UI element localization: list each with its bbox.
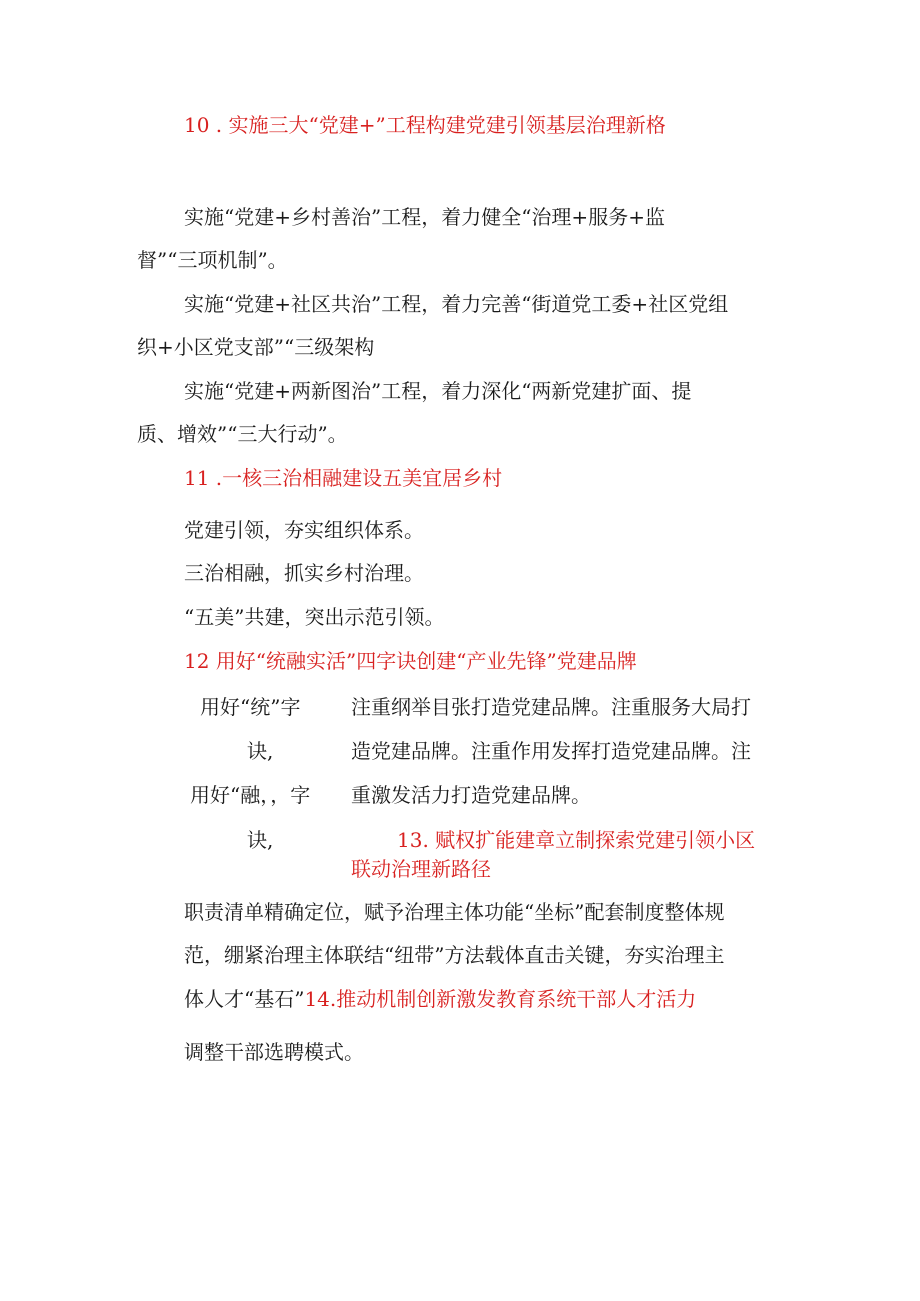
table-cell-right: 注重纲举目张打造党建品牌。注重服务大局打 [351, 695, 751, 719]
section-heading-12: 12 用好“统融实活”四字诀创建“产业先锋”党建品牌 [184, 649, 637, 673]
paragraph-text: 职责清单精确定位，赋予治理主体功能“坐标”配套制度整体规 [184, 900, 725, 924]
section-heading-11: 11 .一核三治相融建设五美宜居乡村 [184, 466, 503, 490]
paragraph-text: 织+小区党支部”“三级架构 [137, 335, 375, 359]
paragraph-text: 实施“党建+两新图治”工程，着力深化“两新党建扩面、提 [184, 379, 692, 403]
paragraph-text: 实施“党建+乡村善治”工程，着力健全“治理+服务+监 [184, 205, 665, 229]
list-item: 党建引领，夯实组织体系。 [184, 518, 424, 542]
section-heading-10: 10 . 实施三大“党建+”工程构建党建引领基层治理新格 [184, 113, 666, 137]
section-heading-14: 14.推动机制创新激发教育系统干部人才活力 [304, 987, 697, 1011]
table-cell-left: 诀, [247, 739, 274, 763]
paragraph-text: 督”“三项机制”。 [137, 248, 288, 272]
list-item: 三治相融，抓实乡村治理。 [184, 561, 424, 585]
list-item: “五美”共建，突出示范引领。 [184, 605, 445, 629]
table-cell-left: 诀, [247, 828, 274, 852]
paragraph-text [184, 986, 696, 1012]
table-cell-left: 用好“统”字 [200, 695, 301, 719]
paragraph-text-tail: 体人才“基石” [184, 987, 305, 1011]
paragraph-text: 范，绷紧治理主体联结“纽带”方法载体直击关键，夯实治理主 [184, 943, 725, 967]
table-cell-left: 用好“融，，字 [190, 783, 311, 807]
paragraph-text: 调整干部选聘模式。 [184, 1040, 364, 1064]
table-cell-right: 重激发活力打造党建品牌。 [351, 783, 591, 807]
section-heading-13-cont: 联动治理新路径 [351, 857, 491, 881]
paragraph-text: 实施“党建+社区共治”工程，着力完善“街道党工委+社区党组 [184, 292, 729, 316]
section-heading-13: 13. 赋权扩能建章立制探索党建引领小区 [397, 828, 756, 852]
table-cell-right: 造党建品牌。注重作用发挥打造党建品牌。注 [351, 739, 751, 763]
paragraph-text: 质、增效”“三大行动”。 [137, 422, 348, 446]
